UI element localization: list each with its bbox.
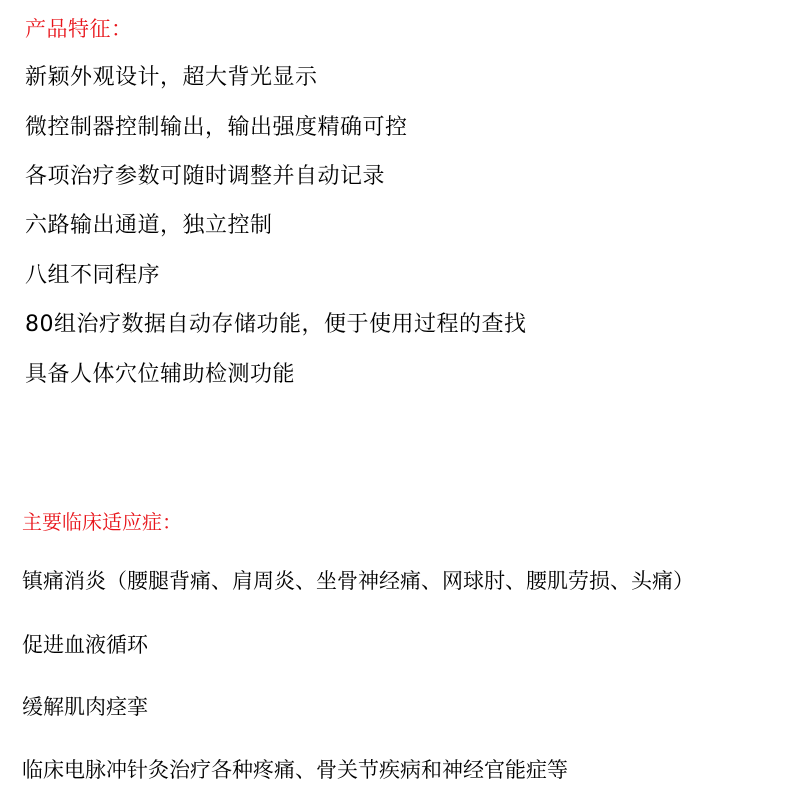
feature-item: 80组治疗数据自动存储功能，便于使用过程的查找	[25, 312, 527, 337]
feature-item: 新颖外观设计，超大背光显示	[25, 65, 318, 90]
feature-item: 具备人体穴位辅助检测功能	[25, 362, 296, 387]
feature-item: 六路输出通道，独立控制	[25, 213, 273, 238]
indication-item: 临床电脉冲针灸治疗各种疼痛、骨关节疾病和神经官能症等	[22, 758, 568, 782]
features-heading: 产品特征：	[25, 17, 133, 41]
indication-item: 镇痛消炎（腰腿背痛、肩周炎、坐骨神经痛、网球肘、腰肌劳损、头痛）	[22, 569, 694, 593]
feature-item: 微控制器控制输出，输出强度精确可控	[25, 115, 408, 140]
indications-heading: 主要临床适应症：	[22, 510, 182, 534]
feature-item: 八组不同程序	[25, 263, 161, 288]
feature-item: 各项治疗参数可随时调整并自动记录	[25, 164, 386, 189]
indication-item: 促进血液循环	[22, 633, 148, 657]
indication-item: 缓解肌肉痉挛	[22, 695, 148, 719]
